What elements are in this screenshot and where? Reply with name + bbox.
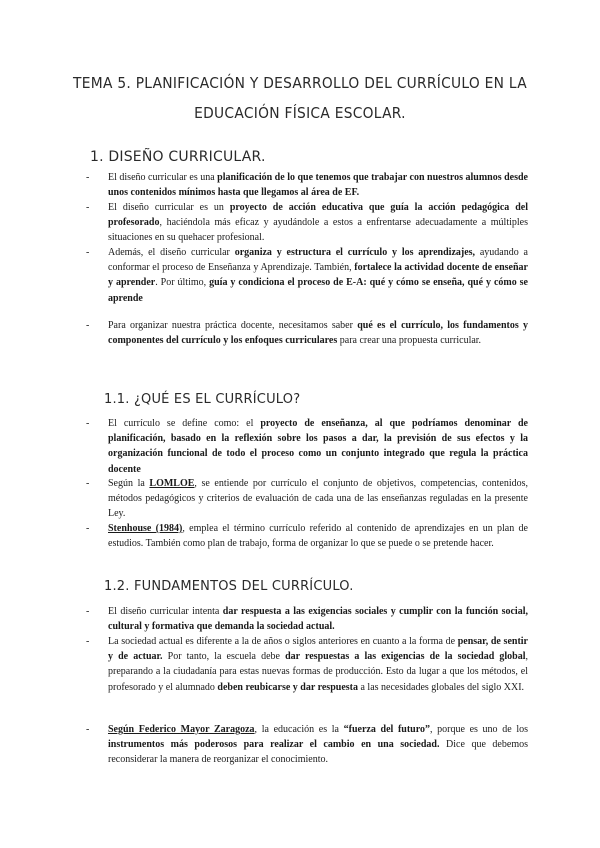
- bullet-bold-text: fortalece la actividad docente de enseñar y aprender: [108, 262, 528, 289]
- bullet-bold-text: guía y condiciona el proceso de E-A: qué y cómo se enseña, qué y cómo se aprende: [108, 277, 528, 304]
- bullet-marker: -: [86, 724, 90, 735]
- bullet-marker: -: [86, 523, 90, 534]
- list-item: [86, 634, 528, 695]
- bullet-text: Además, el diseño curricular: [108, 247, 235, 258]
- bullet-bold-text: “fuerza del futuro”: [343, 724, 430, 735]
- bullet-bold-text: instrumentos más poderosos para realizar el cambio en una sociedad.: [108, 739, 440, 751]
- bullet-bold-text: deben reubicarse y dar respuesta: [217, 681, 358, 693]
- bullet-marker: -: [86, 172, 90, 183]
- bullet-text: , haciéndola más eficaz y ayudándole a estos a enfrentarse adecuadamente a múltiples situaciones en su quehacer profesional.: [108, 217, 528, 244]
- bullet-bold-text: qué es el currículo, los fundamentos y componentes del currículo y los enfoques curriculares: [108, 320, 528, 347]
- bullet-marker: -: [86, 478, 90, 489]
- list-item: [86, 200, 528, 246]
- bullet-text: ayudando a conformar el proceso de Enseñanza y Aprendizaje. También,: [108, 247, 528, 274]
- bullet-marker: -: [86, 247, 90, 258]
- bullet-marker: -: [86, 606, 90, 617]
- list-item: [86, 476, 528, 522]
- bullet-text: para crear una propuesta curricular.: [337, 335, 482, 347]
- bullet-text: Por tanto, la escuela debe: [162, 651, 286, 663]
- bullet-text: La sociedad actual es diferente a la de años o siglos anteriores en cuanto a la forma de: [108, 636, 458, 647]
- document-title-line1: TEMA 5. PLANIFICACIÓN Y DESARROLLO DEL CURRÍCULO EN LA: [73, 74, 527, 92]
- bullet-bold-text: organiza y estructura el currículo y los aprendizajes,: [234, 247, 476, 258]
- bullet-text: El diseño curricular intenta: [108, 606, 223, 617]
- bullet-text: Según la: [108, 478, 150, 489]
- bullet-text: El diseño curricular es un: [108, 202, 230, 213]
- bullet-bold-text: pensar, de sentir y de actuar.: [108, 636, 528, 663]
- section-heading-diseno-curricular: 1. DISEÑO CURRICULAR.: [90, 149, 266, 165]
- bullet-bold-underlined-text: Según Federico Mayor Zaragoza: [108, 724, 255, 735]
- list-item: [86, 318, 528, 348]
- bullet-marker: -: [86, 418, 90, 429]
- bullet-bold-text: planificación de lo que tenemos que trabajar con nuestros alumnos desde unos contenidos mínimos hasta que llegamos al área de EF.: [108, 172, 528, 199]
- bullet-text: , se entiende por currículo el conjunto de objetivos, competencias, contenidos, métodos pedagógicos y criterios de evaluación de cada una de las enseñanzas reguladas en la presente Ley.: [108, 478, 529, 520]
- section-heading-que-es-curriculo: 1.1. ¿QUÉ ES EL CURRÍCULO?: [104, 392, 301, 407]
- bullet-marker: -: [86, 202, 90, 213]
- list-item: [86, 521, 528, 551]
- bullet-marker: -: [86, 636, 90, 647]
- bullet-bold-underlined-text: Stenhouse (1984): [108, 523, 183, 534]
- bullet-text: . Por último,: [155, 277, 210, 289]
- bullet-bold-underlined-text: LOMLOE: [149, 478, 195, 489]
- list-item: [86, 170, 528, 200]
- bullet-text: , la educación es la: [254, 724, 344, 735]
- bullet-text: , emplea el término currículo referido al contenido de aprendizajes en un plan de estudios. También como plan de trabajo, forma de organizar lo que se puede o se pretende hacer.: [108, 523, 528, 550]
- bullet-bold-text: dar respuestas a las exigencias de la sociedad global: [285, 651, 526, 663]
- bullet-text: , preparando a la ciudadanía para estas nuevas formas de producción. Esto da lugar a que los métodos, el profesorado y el alumnado: [108, 651, 528, 693]
- bullet-text: El currículo se define como: el: [108, 418, 261, 429]
- list-item: [86, 416, 528, 477]
- bullet-bold-text: dar respuesta a las exigencias sociales y cumplir con la función social, cultural y formativa que demanda la sociedad actual.: [108, 606, 528, 633]
- bullet-bold-text: proyecto de acción educativa que guía la acción pedagógica del profesorado: [108, 202, 529, 229]
- bullet-text: a las necesidades globales del siglo XXI.: [357, 681, 525, 693]
- list-item: [86, 722, 528, 768]
- bullet-marker: -: [86, 320, 90, 331]
- bullet-text: Para organizar nuestra práctica docente, necesitamos saber: [108, 320, 358, 331]
- section-heading-fundamentos: 1.2. FUNDAMENTOS DEL CURRÍCULO.: [104, 579, 354, 594]
- bullet-text: Dice que debemos reconsiderar la manera de reorganizar el conocimiento.: [108, 739, 528, 766]
- document-title-line2: EDUCACIÓN FÍSICA ESCOLAR.: [194, 104, 406, 122]
- list-item: [86, 245, 528, 306]
- list-item: [86, 604, 528, 634]
- bullet-text: El diseño curricular es una: [108, 172, 218, 183]
- bullet-bold-text: proyecto de enseñanza, al que podríamos denominar de planificación, basado en la reflexión sobre los pasos a dar, la previsión de sus efectos y la organización funcional de todo el proceso como un conjunto integrado que regula la práctica docente: [108, 418, 528, 475]
- bullet-text: , porque es uno de los: [429, 724, 528, 735]
